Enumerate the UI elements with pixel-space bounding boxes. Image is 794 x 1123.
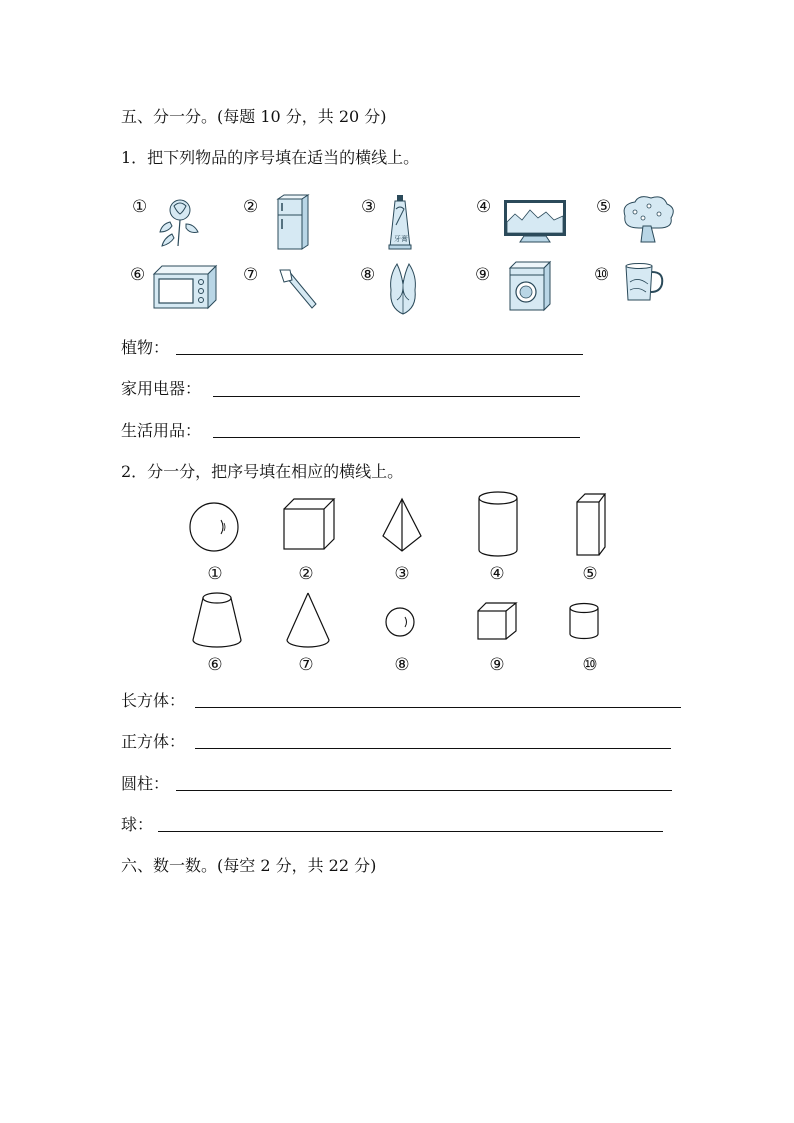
answer-label-daily-items: 生活用品： — [121, 421, 202, 440]
toothbrush-icon — [276, 268, 322, 310]
shape-number: ⑥ — [207, 655, 223, 675]
cube-icon — [281, 496, 337, 552]
answer-line-appliances[interactable] — [213, 396, 580, 397]
shape-number: ③ — [394, 564, 410, 584]
section-title: 六、数一数。(每空 2 分，共 22 分) — [121, 856, 377, 875]
item-number: ⑥ — [130, 265, 146, 285]
answer-label-sphere: 球： — [121, 815, 154, 834]
answer-label-cube: 正方体： — [121, 732, 186, 751]
answer-label-cylinder: 圆柱： — [121, 774, 170, 793]
shape-number: ④ — [489, 564, 505, 584]
microwave-icon — [150, 264, 218, 310]
item-number: ③ — [361, 197, 377, 217]
item-number: ⑨ — [475, 265, 491, 285]
answer-line-cube[interactable] — [195, 748, 671, 749]
mug-icon — [622, 262, 666, 302]
answer-label-plants: 植物： — [121, 338, 170, 357]
item-number: ④ — [476, 197, 492, 217]
pyramid-icon — [380, 496, 424, 554]
flower-icon — [152, 196, 202, 248]
item-number: ⑩ — [594, 265, 610, 285]
cylinder-icon — [476, 490, 520, 558]
answer-line-sphere[interactable] — [158, 831, 663, 832]
television-icon — [500, 198, 570, 244]
svg-text:牙膏: 牙膏 — [394, 235, 408, 243]
cabbage-icon — [385, 260, 421, 316]
shape-number: ① — [207, 564, 223, 584]
tree-icon — [619, 194, 675, 244]
item-number: ⑤ — [596, 197, 612, 217]
shape-number: ⑨ — [489, 655, 505, 675]
item-number: ⑦ — [243, 265, 259, 285]
answer-line-cylinder[interactable] — [176, 790, 672, 791]
section-title: 五、分一分。(每题 10 分，共 20 分) — [121, 107, 387, 126]
answer-label-cuboid: 长方体： — [121, 691, 186, 710]
answer-line-plants[interactable] — [176, 354, 583, 355]
refrigerator-icon — [274, 193, 310, 251]
cube-small-icon — [475, 600, 519, 642]
sphere-icon — [188, 501, 240, 553]
item-number: ⑧ — [360, 265, 376, 285]
cuboid-icon — [574, 492, 608, 558]
shape-number: ⑧ — [394, 655, 410, 675]
question-prompt: 1．把下列物品的序号填在适当的横线上。 — [121, 148, 420, 167]
item-number: ② — [243, 197, 259, 217]
shape-number: ⑦ — [298, 655, 314, 675]
cylinder-small-icon — [567, 601, 601, 641]
shape-number: ⑩ — [582, 655, 598, 675]
cone-icon — [284, 590, 332, 650]
washing-machine-icon — [506, 260, 552, 312]
item-number: ① — [132, 197, 148, 217]
question-prompt: 2．分一分，把序号填在相应的横线上。 — [121, 462, 404, 481]
frustum-icon — [190, 590, 244, 650]
shape-number: ② — [298, 564, 314, 584]
answer-line-cuboid[interactable] — [195, 707, 681, 708]
sphere-small-icon — [384, 606, 416, 638]
answer-line-daily-items[interactable] — [213, 437, 580, 438]
answer-label-appliances: 家用电器： — [121, 379, 202, 398]
toothpaste-icon — [386, 193, 416, 251]
shape-number: ⑤ — [582, 564, 598, 584]
